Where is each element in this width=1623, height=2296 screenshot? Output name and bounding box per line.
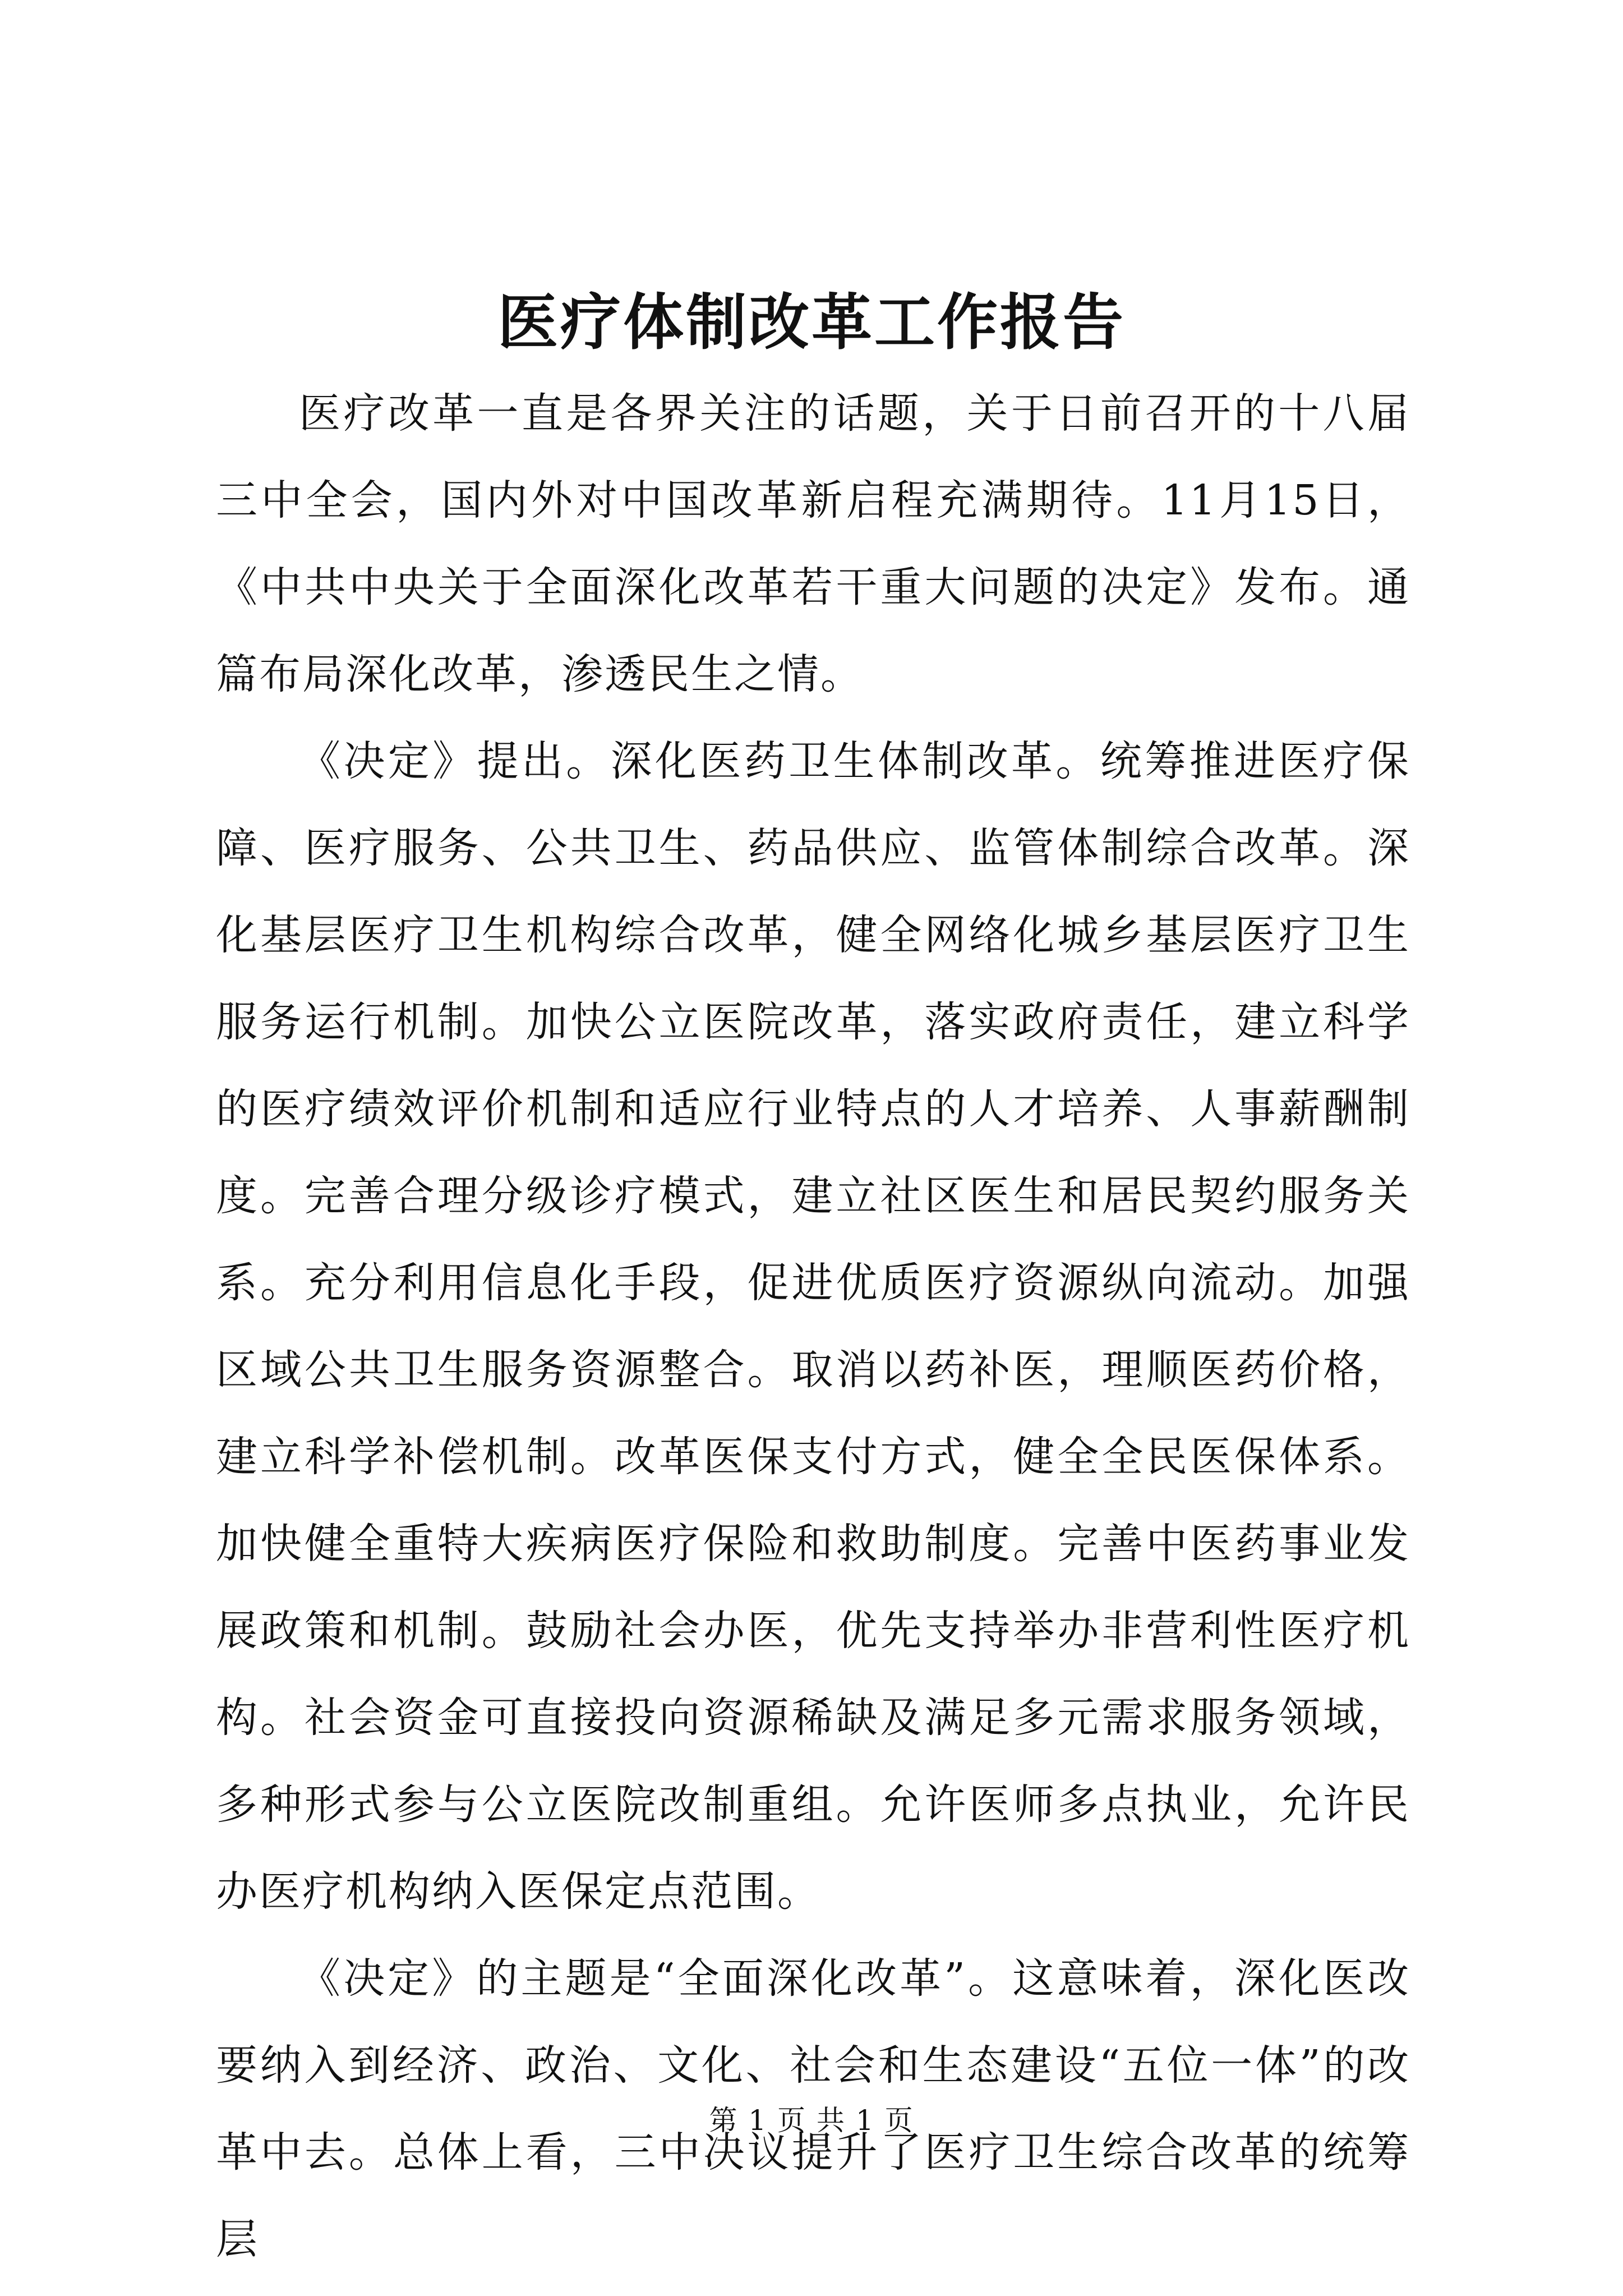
document-body [216, 370, 1410, 2283]
document-title: 医疗体制改革工作报告 [497, 287, 1126, 358]
page-footer: 第 1 页 共 1 页 [709, 2104, 914, 2137]
paragraph-2: 《决定》提出。深化医药卫生体制改革。统筹推进医疗保障、医疗服务、公共卫生、药品供应、监管体制综合改革。深化基层医疗卫生机构综合改革，健全网络化城乡基层医疗卫生服务运行机制。加快公立医院改革，落实政府责任，建立科学的医疗绩效评价机制和适应行业特点的人才培养、人事薪酬制度。完善合理分级诊疗模式，建立社区医生和居民契约服务关系。充分利用信息化手段，促进优质医疗资源纵向流动。加强区域公共卫生服务资源整合。取消以药补医，理顺医药价格，建立科学补偿机制。改革医保支付方式，健全全民医保体系。加快健全重特大疾病医疗保险和救助制度。完善中医药事业发展政策和机制。鼓励社会办医，优先支持举办非营利性医疗机构。社会资金可直接投向资源稀缺及满足多元需求服务领域，多种形式参与公立医院改制重组。允许医师多点执业，允许民办医疗机构纳入医保定点范围。 [216, 737, 1410, 1916]
paragraph-3: 《决定》的主题是“全面深化改革”。这意味着，深化医改要纳入到经济、政治、文化、社会和生态建设“五位一体”的改革中去。总体上看，三中决议提升了医疗卫生综合改革的统筹层 [216, 1954, 1410, 2263]
paragraph-1: 医疗改革一直是各界关注的话题，关于日前召开的十八届三中全会，国内外对中国改革新启程充满期待。11月15日，《中共中央关于全面深化改革若干重大问题的决定》发布。通篇布局深化改革，渗透民生之情。 [216, 389, 1410, 698]
